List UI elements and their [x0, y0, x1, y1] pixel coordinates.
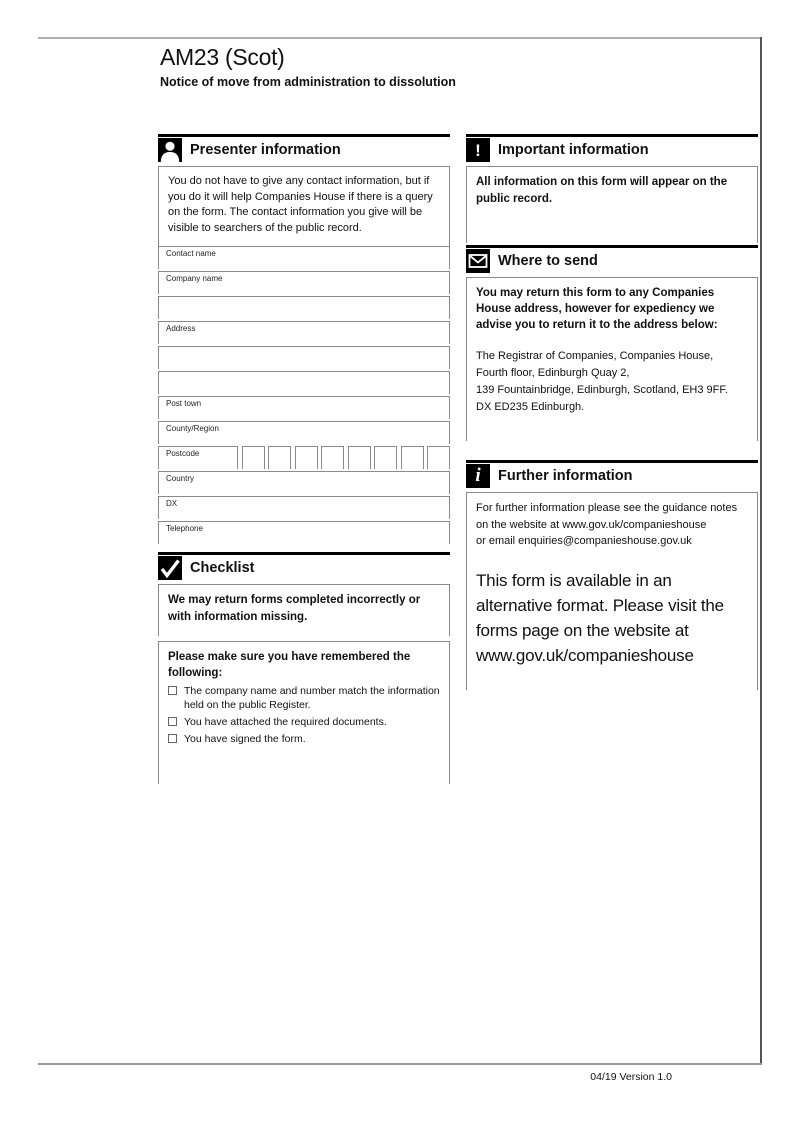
- important-information-text: All information on this form will appear on the public record.: [476, 176, 728, 205]
- field-company-name[interactable]: [158, 271, 450, 294]
- field-label: Company name: [166, 274, 223, 283]
- further-information-line: For further information please see the guidance notes: [476, 502, 738, 514]
- field-address-line3[interactable]: [158, 371, 450, 394]
- section-title: Where to send: [498, 253, 598, 269]
- postcode-char-box-8[interactable]: [427, 446, 450, 469]
- return-address: [476, 348, 748, 416]
- checklist-item: [168, 732, 440, 746]
- field-address[interactable]: [158, 321, 450, 344]
- postcode-char-box-7[interactable]: [401, 446, 424, 469]
- version-footer: 04/19 Version 1.0: [590, 1071, 672, 1083]
- section-title: Important information: [498, 142, 649, 158]
- section-title: Checklist: [190, 560, 255, 576]
- form-code: AM23 (Scot): [160, 44, 285, 70]
- field-label: Address: [166, 324, 196, 333]
- important-information-header: [466, 134, 758, 166]
- postcode-char-box-6[interactable]: [374, 446, 397, 469]
- address-line: Fourth floor, Edinburgh Quay 2,: [476, 367, 630, 379]
- checkbox[interactable]: [168, 717, 177, 726]
- field-telephone[interactable]: [158, 521, 450, 544]
- field-dx[interactable]: [158, 496, 450, 519]
- left-column: [158, 134, 450, 784]
- field-county-region[interactable]: [158, 421, 450, 444]
- where-to-send-header: [466, 245, 758, 277]
- postcode-char-box-1[interactable]: [242, 446, 265, 469]
- checkbox[interactable]: [168, 686, 177, 695]
- field-contact-name[interactable]: [158, 246, 450, 269]
- field-country[interactable]: [158, 471, 450, 494]
- field-label: Telephone: [166, 524, 203, 533]
- section-title: Further information: [498, 468, 633, 484]
- checklist-warning-box: [158, 584, 450, 636]
- field-company-name-line2[interactable]: [158, 296, 450, 319]
- checklist-items-box: [158, 641, 450, 784]
- where-to-send-box: [466, 277, 758, 441]
- address-line: DX ED235 Edinburgh.: [476, 401, 585, 413]
- envelope-icon: [466, 249, 490, 273]
- field-label: Postcode: [166, 449, 200, 458]
- checklist-warning-text: We may return forms completed incorrectly or with information missing.: [168, 594, 421, 623]
- field-address-line2[interactable]: [158, 346, 450, 369]
- page-top-rule: [38, 37, 762, 39]
- person-icon: [158, 138, 182, 162]
- where-to-send-intro: You may return this form to any Companies House address, however for expediency we advise you to return it to the address below:: [476, 287, 718, 331]
- checkbox[interactable]: [168, 734, 177, 743]
- exclamation-icon: !: [466, 138, 490, 162]
- field-label: DX: [166, 499, 178, 508]
- postcode-char-box-2[interactable]: [268, 446, 291, 469]
- alternative-format-notice: This form is available in an alternative format. Please visit the forms page on the website at www.gov.uk/companieshouse: [476, 570, 724, 665]
- section-title: Presenter information: [190, 142, 341, 158]
- field-post-town[interactable]: [158, 396, 450, 419]
- checklist-item: [168, 715, 440, 729]
- postcode-char-box-3[interactable]: [295, 446, 318, 469]
- checklist-header: [158, 552, 450, 584]
- further-information-box: [466, 492, 758, 690]
- further-information-line: on the website at www.gov.uk/companieshouse: [476, 518, 707, 531]
- field-postcode[interactable]: [158, 446, 238, 469]
- presenter-information-header: [158, 134, 450, 166]
- postcode-row: [158, 446, 450, 469]
- further-information-header: [466, 460, 758, 492]
- checklist-item-text: You have attached the required documents.: [184, 716, 387, 728]
- field-label: Country: [166, 474, 195, 483]
- important-information-box: [466, 166, 758, 243]
- postcode-char-box-5[interactable]: [348, 446, 371, 469]
- form-title: Notice of move from administration to dissolution: [160, 75, 456, 89]
- checklist-item-text: You have signed the form.: [184, 733, 306, 745]
- field-label: Contact name: [166, 249, 216, 258]
- postcode-char-box-4[interactable]: [321, 446, 344, 469]
- checklist-item-text: The company name and number match the information held on the public Register.: [184, 685, 440, 711]
- field-label: County/Region: [166, 424, 219, 433]
- page-bottom-rule: [38, 1063, 762, 1065]
- address-line: 139 Fountainbridge, Edinburgh, Scotland, EH3 9FF.: [476, 384, 728, 396]
- form-header: [160, 44, 640, 89]
- info-icon: i: [466, 464, 490, 488]
- checklist-reminder-heading: Please make sure you have remembered the following:: [168, 651, 411, 679]
- right-column: [466, 134, 758, 690]
- address-line: The Registrar of Companies, Companies House,: [476, 350, 714, 362]
- presenter-intro-text: You do not have to give any contact information, but if you do it will help Companies House if there is a query on the form. The contact information you give will be visible to searchers of the public record.: [168, 175, 433, 234]
- checklist-item: [168, 684, 440, 712]
- page-right-rule: [760, 37, 762, 1065]
- checkmark-icon: [158, 556, 182, 580]
- field-label: Post town: [166, 399, 202, 408]
- presenter-intro-box: [158, 166, 450, 246]
- further-information-line: or email enquiries@companieshouse.gov.uk: [476, 535, 692, 547]
